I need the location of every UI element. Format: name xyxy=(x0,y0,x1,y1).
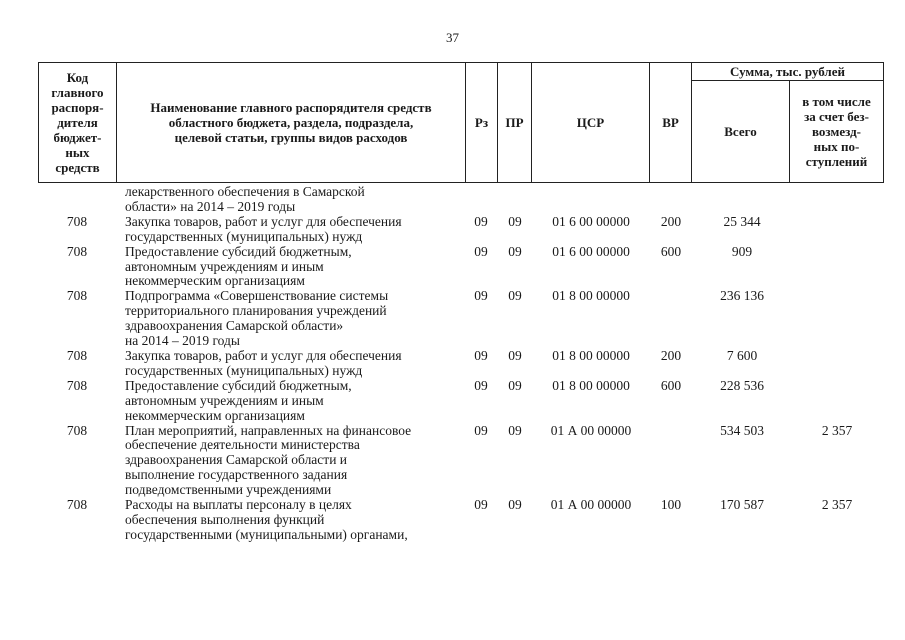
row-name-line: территориального планирования учреждений xyxy=(125,303,387,319)
row-csr: 01 8 00 00000 xyxy=(552,288,630,304)
header-kod-line: бюджет- xyxy=(53,130,102,145)
header-free-line: ных по- xyxy=(813,139,860,154)
row-kod: 708 xyxy=(66,288,88,304)
row-name xyxy=(125,185,465,215)
table-row xyxy=(38,289,883,349)
row-rz: 09 xyxy=(474,288,488,304)
header-free xyxy=(790,81,884,183)
header-name-line: областного бюджета, раздела, подраздела, xyxy=(168,115,414,130)
row-total: 170 587 xyxy=(720,497,764,513)
row-name xyxy=(125,245,465,290)
row-pr: 09 xyxy=(508,288,522,304)
row-name xyxy=(125,498,465,543)
row-vr: 200 xyxy=(660,213,682,229)
row-vr: 600 xyxy=(660,243,682,259)
row-name-line: здравоохранения Самарской области и xyxy=(125,452,348,468)
table-row xyxy=(38,245,883,290)
row-name-line: государственных (муниципальных) нужд xyxy=(125,228,363,244)
row-csr: 01 6 00 00000 xyxy=(552,243,630,259)
row-pr: 09 xyxy=(508,497,522,513)
row-pr: 09 xyxy=(508,422,522,438)
header-kod-line: средств xyxy=(55,160,100,175)
row-free: 2 357 xyxy=(821,422,853,438)
header-free-line: ступлений xyxy=(805,154,868,169)
row-pr: 09 xyxy=(508,377,522,393)
row-name-line: Расходы на выплаты персоналу в целях xyxy=(125,497,352,513)
row-total: 909 xyxy=(731,243,753,259)
row-csr: 01 8 00 00000 xyxy=(552,347,630,363)
header-free-line: возмезд- xyxy=(812,124,861,139)
row-free: 2 357 xyxy=(821,497,853,513)
page-number: 37 xyxy=(446,30,459,45)
row-name-line: государственными (муниципальными) органами, xyxy=(125,526,408,542)
header-free-line: за счет без- xyxy=(804,109,869,124)
header-csr: ЦСР xyxy=(532,63,650,183)
header-pr: ПР xyxy=(498,63,532,183)
table-header xyxy=(38,62,884,183)
row-csr: 01 6 00 00000 xyxy=(552,213,630,229)
header-kod xyxy=(39,63,117,183)
row-total: 228 536 xyxy=(720,377,764,393)
row-kod: 708 xyxy=(66,422,88,438)
row-name xyxy=(125,379,465,424)
row-name-line: автономным учреждениям и иным xyxy=(125,258,324,274)
row-vr: 100 xyxy=(660,497,682,513)
row-total: 25 344 xyxy=(723,213,761,229)
row-rz: 09 xyxy=(474,243,488,259)
row-name-line: выполнение государственного задания xyxy=(125,467,348,483)
row-total: 7 600 xyxy=(726,347,758,363)
header-name-line: целевой статьи, группы видов расходов xyxy=(174,130,408,145)
row-name-line: Закупка товаров, работ и услуг для обеспечения xyxy=(125,213,402,229)
row-pr: 09 xyxy=(508,347,522,363)
table-row xyxy=(38,215,883,245)
row-vr: 600 xyxy=(660,377,682,393)
header-kod-line: распоря- xyxy=(51,100,104,115)
row-total: 236 136 xyxy=(720,288,764,304)
header-kod-line: главного xyxy=(51,85,104,100)
row-kod: 708 xyxy=(66,377,88,393)
row-kod: 708 xyxy=(66,243,88,259)
table-row xyxy=(38,424,883,499)
row-name xyxy=(125,424,465,499)
row-total: 534 503 xyxy=(720,422,764,438)
row-kod: 708 xyxy=(66,213,88,229)
header-name xyxy=(117,63,466,183)
row-rz: 09 xyxy=(474,347,488,363)
header-name-line: Наименование главного распорядителя средств xyxy=(150,100,432,115)
header-sum: Сумма, тыс. рублей xyxy=(692,63,884,81)
row-name-line: обеспечение деятельности министерства xyxy=(125,437,360,453)
row-vr: 200 xyxy=(660,347,682,363)
header-rz: Рз xyxy=(466,63,498,183)
row-pr: 09 xyxy=(508,243,522,259)
row-rz: 09 xyxy=(474,422,488,438)
row-name-line: области» на 2014 – 2019 годы xyxy=(125,198,296,214)
row-rz: 09 xyxy=(474,497,488,513)
table-row xyxy=(38,379,883,424)
row-name xyxy=(125,215,465,245)
row-name xyxy=(125,349,465,379)
row-csr: 01 А 00 00000 xyxy=(550,422,632,438)
row-csr: 01 А 00 00000 xyxy=(550,497,632,513)
row-name xyxy=(125,289,465,349)
row-name-line: Закупка товаров, работ и услуг для обеспечения xyxy=(125,347,402,363)
row-csr: 01 8 00 00000 xyxy=(552,377,630,393)
table-row xyxy=(38,349,883,379)
header-kod-line: дителя xyxy=(57,115,98,130)
row-name-line: некоммерческим организациям xyxy=(125,407,305,423)
header-free-line: в том числе xyxy=(802,94,871,109)
row-kod: 708 xyxy=(66,497,88,513)
row-pr: 09 xyxy=(508,213,522,229)
table-body xyxy=(38,185,883,543)
header-vr: ВР xyxy=(650,63,692,183)
table-row xyxy=(38,185,883,215)
row-name-line: План мероприятий, направленных на финансовое xyxy=(125,422,412,438)
header-kod-line: Код xyxy=(66,70,89,85)
row-name-line: подведомственными учреждениями xyxy=(125,482,332,498)
row-kod: 708 xyxy=(66,347,88,363)
row-name-line: обеспечения выполнения функций xyxy=(125,511,325,527)
table-row xyxy=(38,498,883,543)
header-kod-line: ных xyxy=(65,145,90,160)
row-name-line: некоммерческим организациям xyxy=(125,273,305,289)
row-name-line: Предоставление субсидий бюджетным, xyxy=(125,377,352,393)
header-total: Всего xyxy=(692,81,790,183)
row-name-line: Предоставление субсидий бюджетным, xyxy=(125,243,352,259)
row-name-line: государственных (муниципальных) нужд xyxy=(125,362,363,378)
row-name-line: Подпрограмма «Совершенствование системы xyxy=(125,288,389,304)
row-name-line: здравоохранения Самарской области» xyxy=(125,318,344,334)
row-name-line: на 2014 – 2019 годы xyxy=(125,333,240,349)
row-name-line: автономным учреждениям и иным xyxy=(125,392,324,408)
row-rz: 09 xyxy=(474,213,488,229)
row-name-line: лекарственного обеспечения в Самарской xyxy=(125,184,365,199)
row-rz: 09 xyxy=(474,377,488,393)
